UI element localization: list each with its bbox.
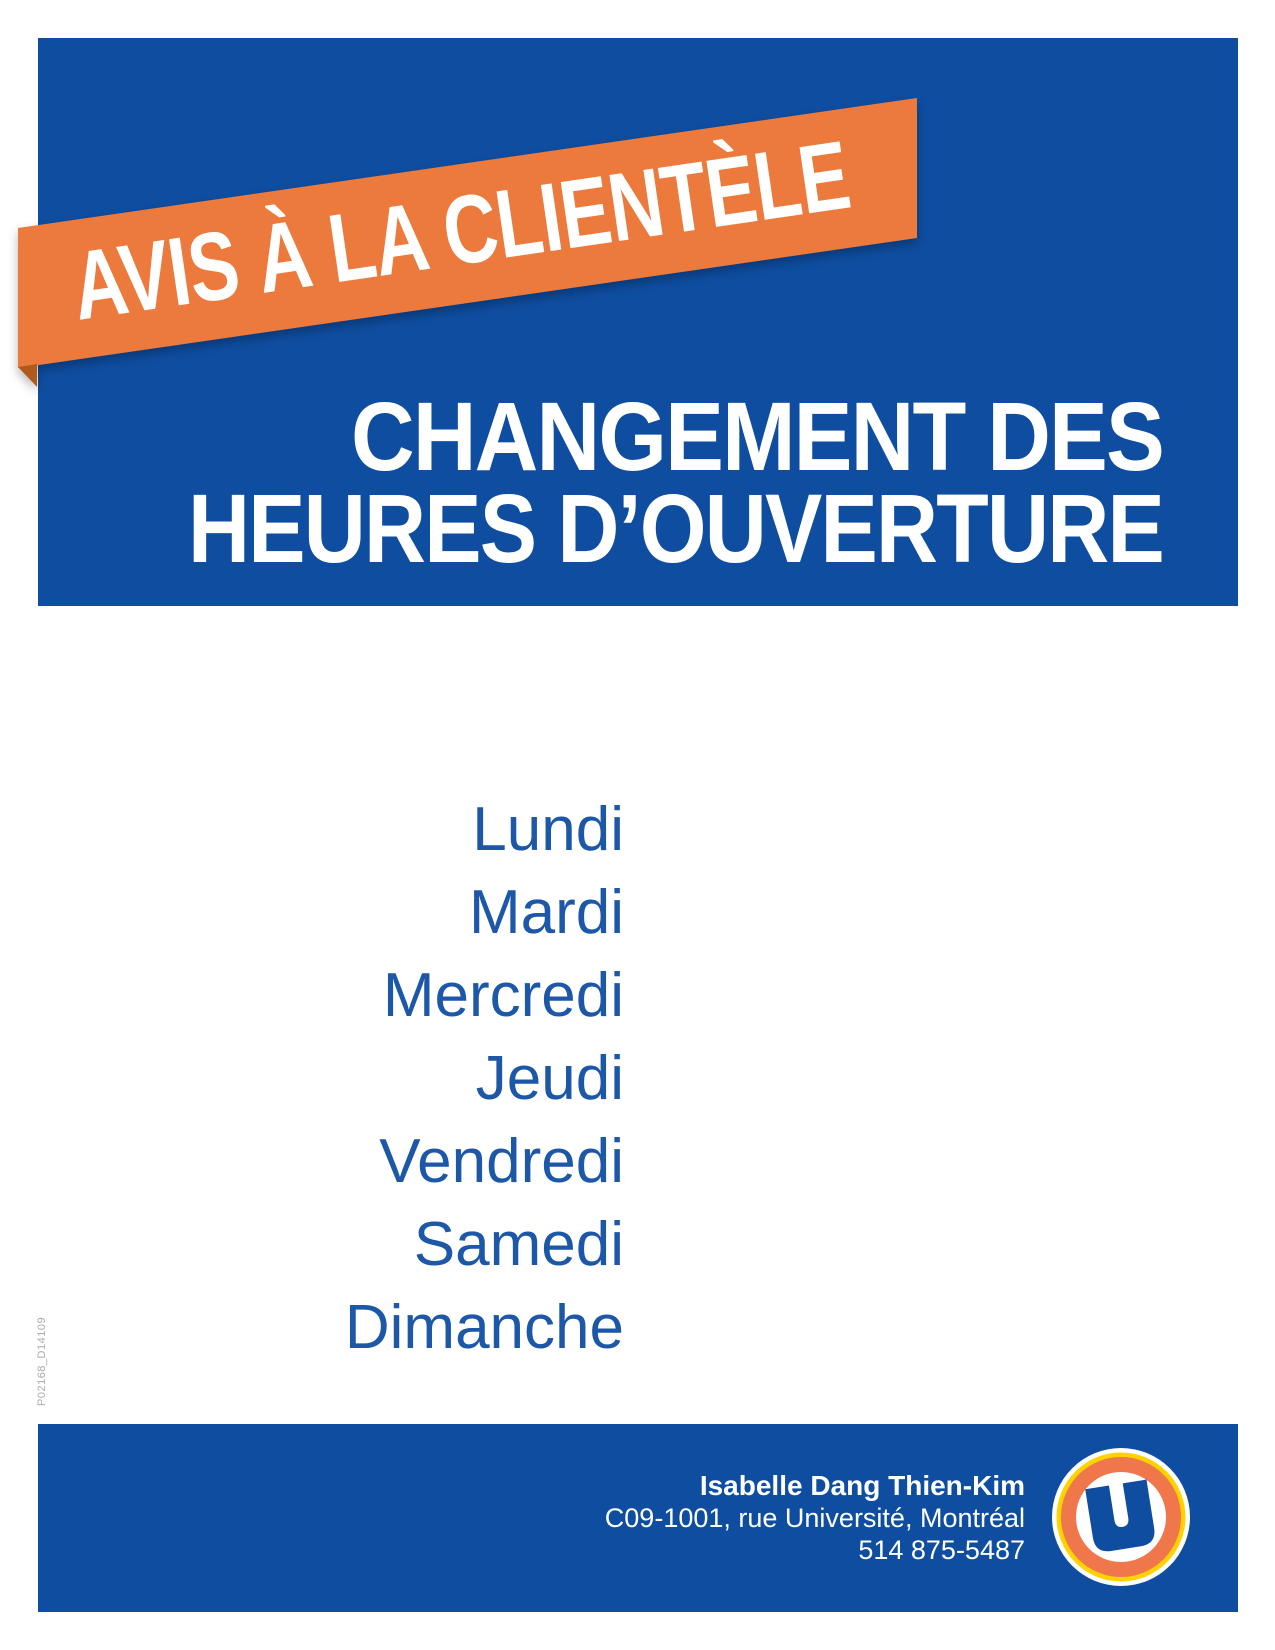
print-code: P02168_D14109 bbox=[36, 1316, 48, 1406]
banner-label: AVIS À LA CLIENTÈLE bbox=[65, 86, 1087, 341]
header-section bbox=[0, 0, 1275, 660]
day-friday: Vendredi bbox=[379, 1127, 624, 1196]
day-monday: Lundi bbox=[472, 795, 624, 864]
days-list bbox=[345, 788, 624, 1369]
footer-contact-block bbox=[605, 1469, 1025, 1566]
uniprix-u-icon bbox=[1046, 1442, 1196, 1592]
banner-ribbon-fold bbox=[18, 364, 37, 387]
day-wednesday: Mercredi bbox=[382, 961, 624, 1030]
poster-title-line1: CHANGEMENT DES bbox=[351, 382, 1163, 491]
contact-name: Isabelle Dang Thien-Kim bbox=[699, 1470, 1025, 1501]
contact-phone: 514 875-5487 bbox=[858, 1535, 1025, 1565]
day-tuesday: Mardi bbox=[468, 878, 624, 947]
contact-address: C09-1001, rue Université, Montréal bbox=[604, 1503, 1025, 1533]
poster-title-line2: HEURES D’OUVERTURE bbox=[188, 474, 1163, 583]
day-sunday: Dimanche bbox=[344, 1293, 624, 1362]
logo-u-glyph bbox=[1085, 1479, 1157, 1554]
day-saturday: Samedi bbox=[413, 1210, 624, 1279]
day-thursday: Jeudi bbox=[475, 1044, 624, 1113]
